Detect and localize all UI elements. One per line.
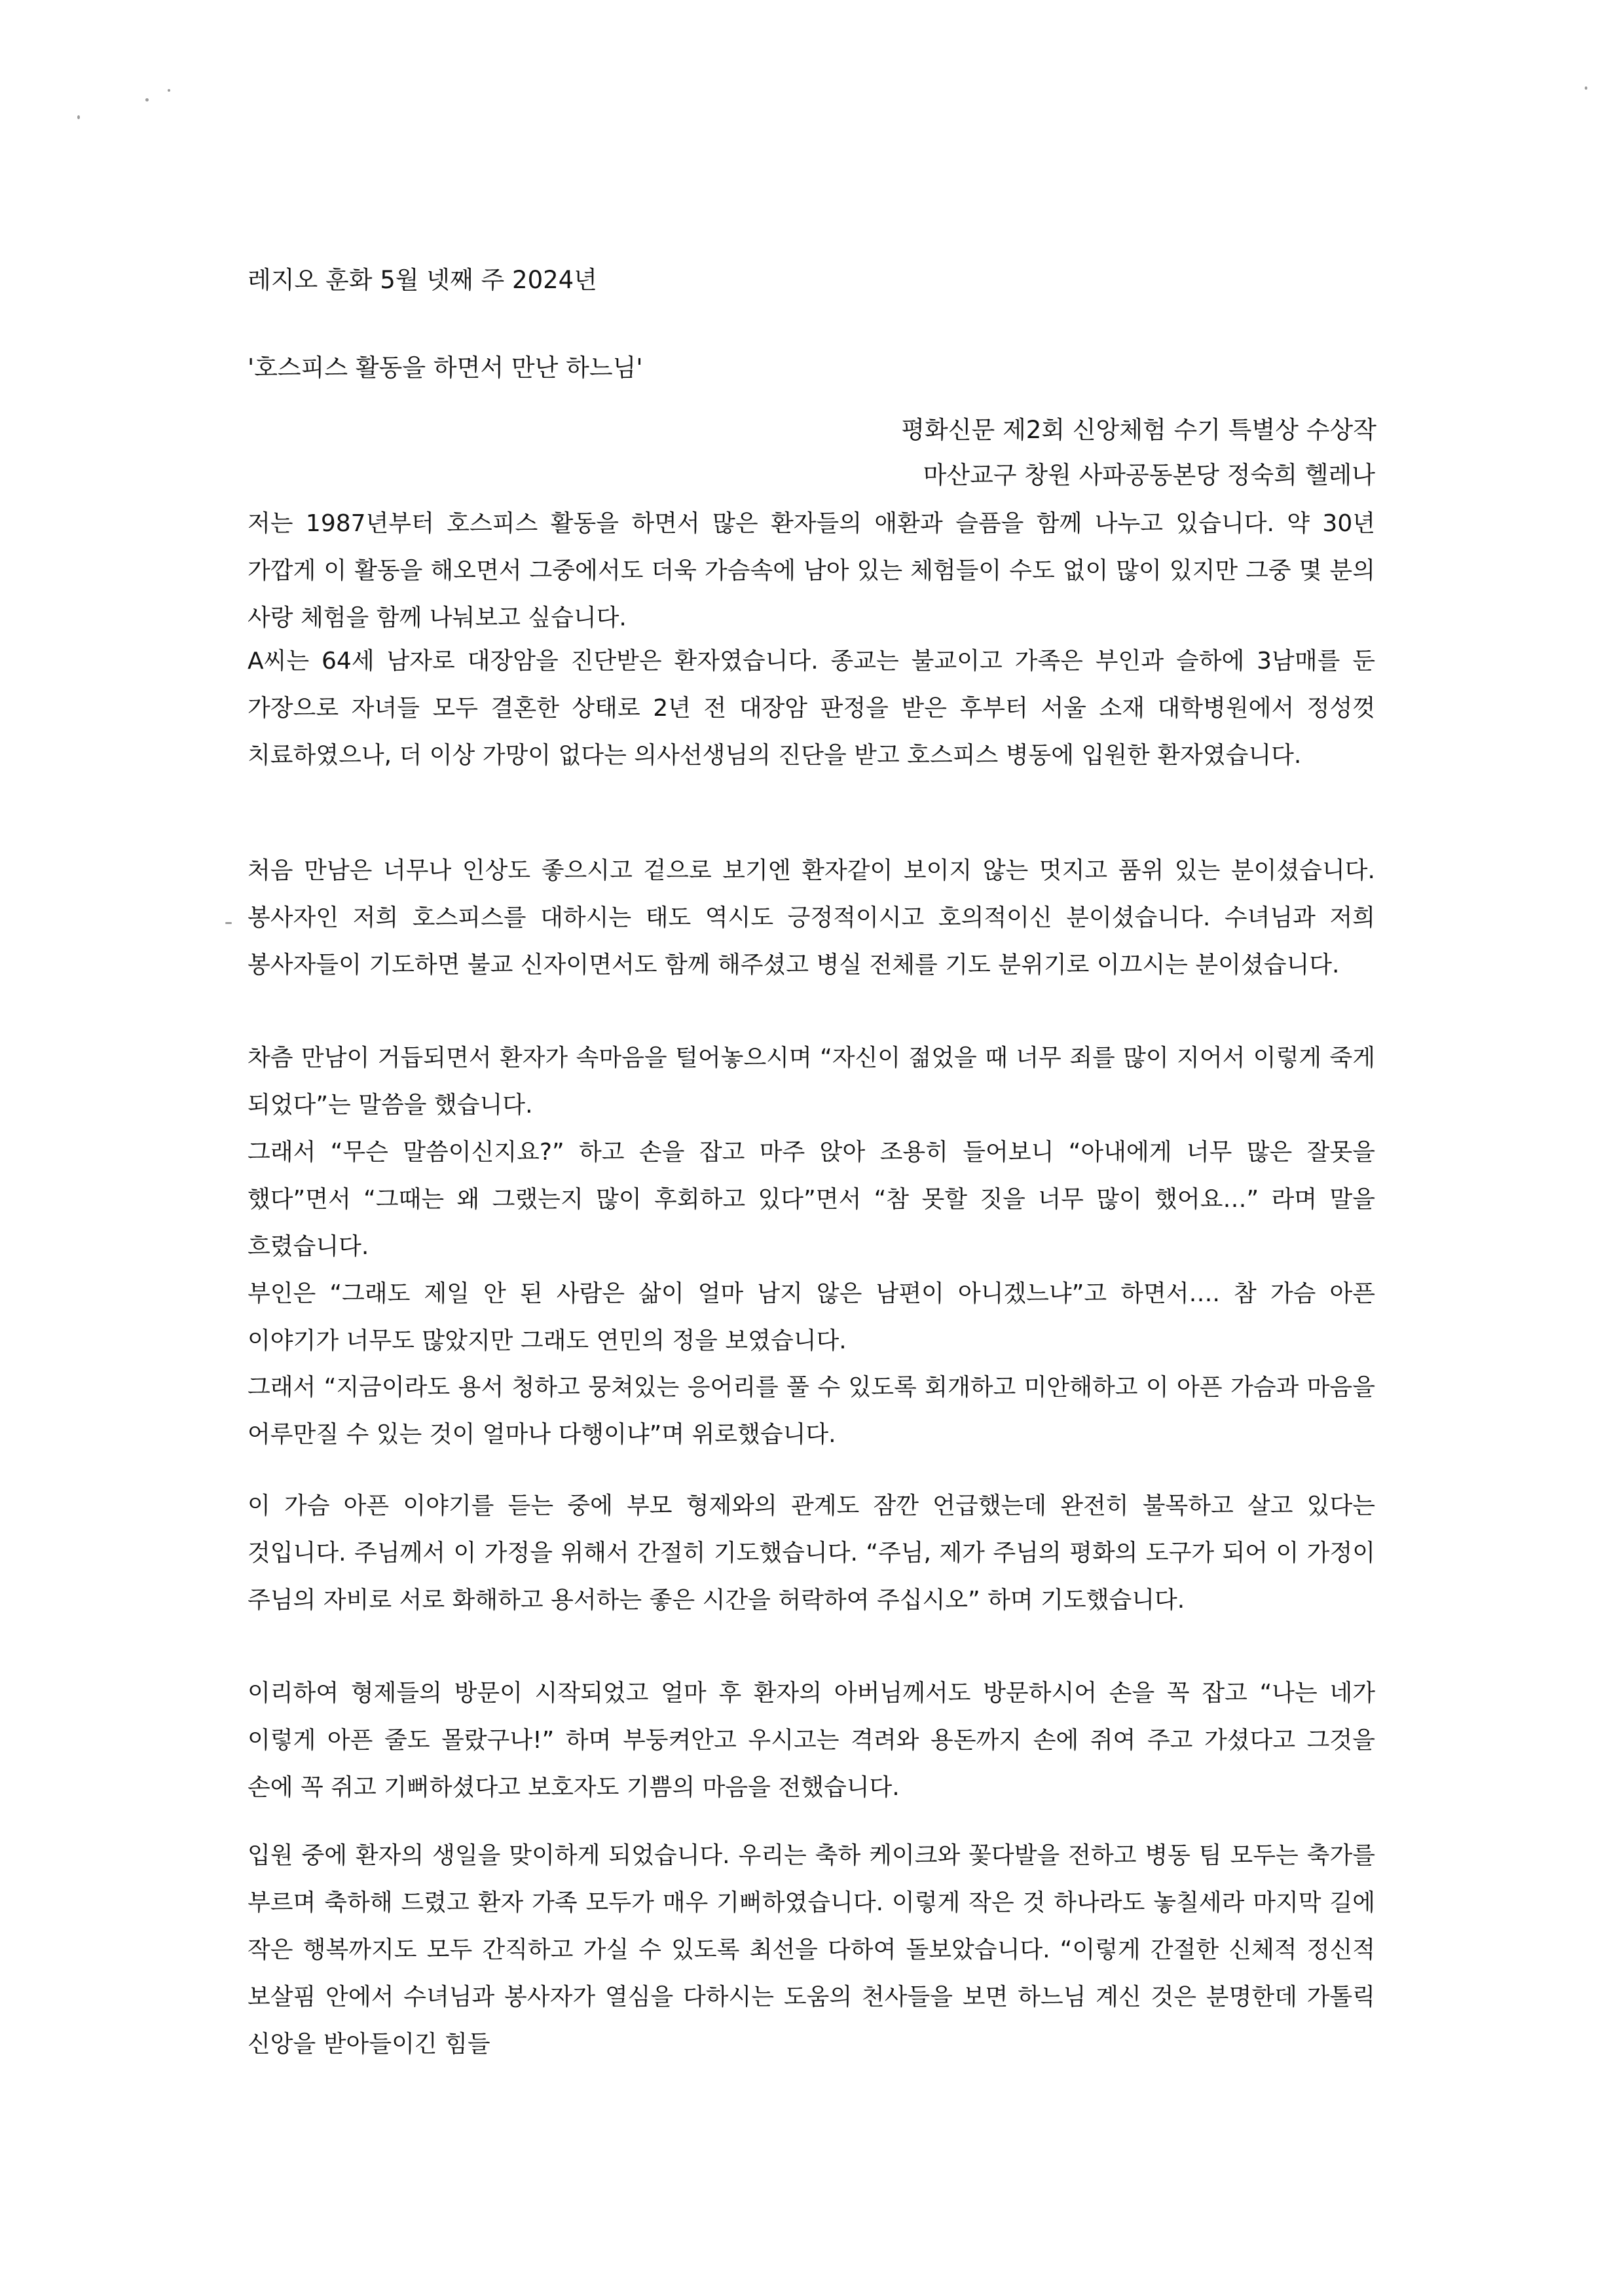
scan-speck <box>168 89 170 92</box>
date-line: 레지오 훈화 5월 넷째 주 2024년 <box>248 266 597 294</box>
award-line: 평화신문 제2회 신앙체험 수기 특별상 수상작 <box>901 416 1376 444</box>
author-line: 마산교구 창원 사파공동본당 정숙희 헬레나 <box>923 461 1375 489</box>
scan-speck <box>225 922 232 924</box>
body-paragraph: 이리하여 형제들의 방문이 시작되었고 얼마 후 환자의 아버님께서도 방문하시어 손을 꼭 잡고 “나는 네가 이렇게 아픈 줄도 몰랐구나!” 하며 부둥켜안고 우시고는 격려와 용돈까지 손에 쥐여 주고 가셨다고 그것을 손에 꼭 쥐고 기뻐하셨다고 보호자도 기쁨의 마음을 전했습니다. <box>248 1680 1375 1801</box>
scan-speck <box>1585 86 1587 90</box>
body-paragraph: A씨는 64세 남자로 대장암을 진단받은 환자였습니다. 종교는 불교이고 가족은 부인과 슬하에 3남매를 둔 가장으로 자녀들 모두 결혼한 상태로 2년 전 대장암 판정을 받은 후부터 서울 소재 대학병원에서 정성껏 치료하였으나, 더 이상 가망이 없다는 의사선생님의 진단을 받고 호스피스 병동에 입원한 환자였습니다. <box>248 648 1375 769</box>
document-title: '호스피스 활동을 하면서 만난 하느님' <box>248 354 643 382</box>
body-paragraph: 그래서 “지금이라도 용서 청하고 뭉쳐있는 응어리를 풀 수 있도록 회개하고 미안해하고 이 아픈 가슴과 마음을 어루만질 수 있는 것이 얼마나 다행이냐”며 위로했습니다. <box>248 1374 1375 1448</box>
scan-speck <box>77 115 80 119</box>
scan-speck <box>145 98 149 102</box>
body-paragraph: 차츰 만남이 거듭되면서 환자가 속마음을 털어놓으시며 “자신이 젊었을 때 너무 죄를 많이 지어서 이렇게 죽게 되었다”는 말씀을 했습니다. <box>248 1045 1375 1119</box>
body-paragraph: 입원 중에 환자의 생일을 맞이하게 되었습니다. 우리는 축하 케이크와 꽃다발을 전하고 병동 팀 모두는 축가를 부르며 축하해 드렸고 환자 가족 모두가 매우 기뻐하였습니다. 이렇게 작은 것 하나라도 놓칠세라 마지막 길에 작은 행복까지도 모두 간직하고 가실 수 있도록 최선을 다하여 돌보았습니다. “이렇게 간절한 신체적 정신적 보살핌 안에서 수녀님과 봉사자가 열심을 다하시는 도움의 천사들을 보면 하느님 계신 것은 분명한데 가톨릭 신앙을 받아들이긴 힘들 <box>248 1842 1375 2058</box>
body-paragraph: 저는 1987년부터 호스피스 활동을 하면서 많은 환자들의 애환과 슬픔을 함께 나누고 있습니다. 약 30년 가깝게 이 활동을 해오면서 그중에서도 더욱 가슴속에 남아 있는 체험들이 수도 없이 많이 있지만 그중 몇 분의 사랑 체험을 함께 나눠보고 싶습니다. <box>248 510 1375 631</box>
body-paragraph: 부인은 “그래도 제일 안 된 사람은 삶이 얼마 남지 않은 남편이 아니겠느냐”고 하면서…. 참 가슴 아픈 이야기가 너무도 많았지만 그래도 연민의 정을 보였습니다. <box>248 1280 1375 1354</box>
body-paragraph: 처음 만남은 너무나 인상도 좋으시고 겉으로 보기엔 환자같이 보이지 않는 멋지고 품위 있는 분이셨습니다. 봉사자인 저희 호스피스를 대하시는 태도 역시도 긍정적이시고 호의적이신 분이셨습니다. 수녀님과 저희 봉사자들이 기도하면 불교 신자이면서도 함께 해주셨고 병실 전체를 기도 분위기로 이끄시는 분이셨습니다. <box>248 857 1375 978</box>
body-paragraph: 이 가슴 아픈 이야기를 듣는 중에 부모 형제와의 관계도 잠깐 언급했는데 완전히 불목하고 살고 있다는 것입니다. 주님께서 이 가정을 위해서 간절히 기도했습니다. “주님, 제가 주님의 평화의 도구가 되어 이 가정이 주님의 자비로 서로 화해하고 용서하는 좋은 시간을 허락하여 주십시오” 하며 기도했습니다. <box>248 1492 1375 1614</box>
body-paragraph: 그래서 “무슨 말씀이신지요?” 하고 손을 잡고 마주 앉아 조용히 들어보니 “아내에게 너무 많은 잘못을 했다”면서 “그때는 왜 그랬는지 많이 후회하고 있다”면서 “참 못할 짓을 너무 많이 했어요…” 라며 말을 흐렸습니다. <box>248 1139 1375 1260</box>
